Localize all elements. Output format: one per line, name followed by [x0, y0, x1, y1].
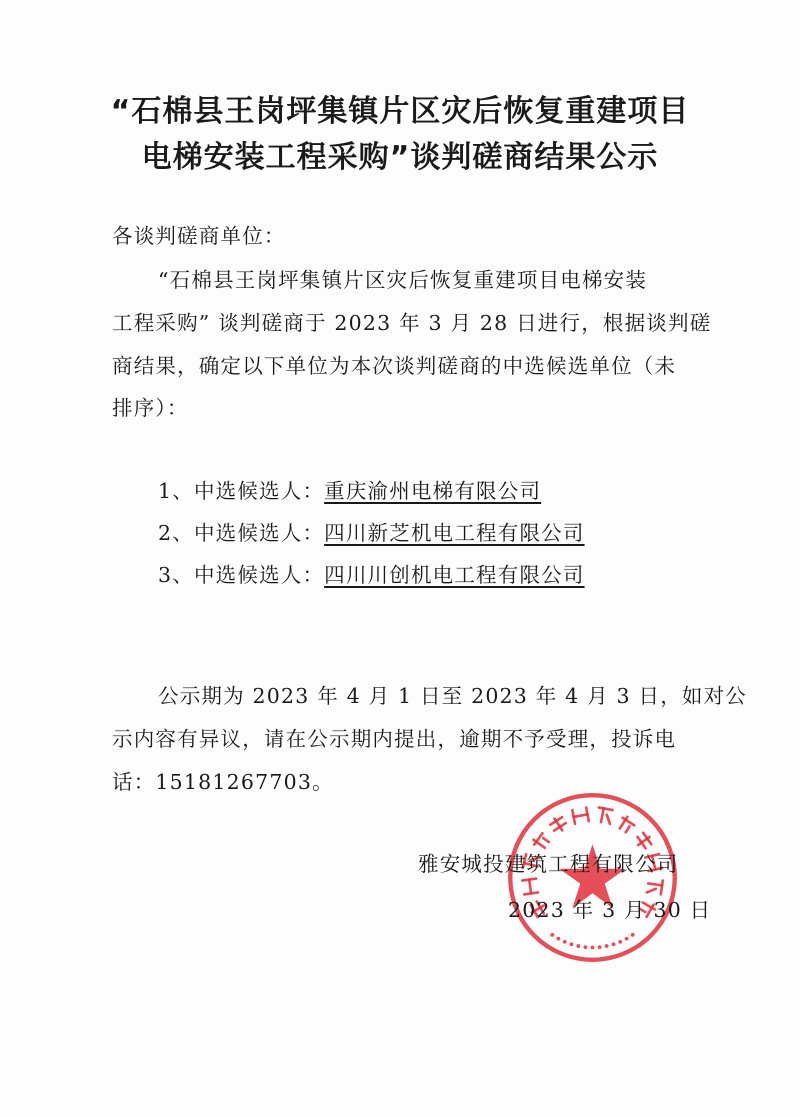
seal-code-mark	[570, 942, 574, 946]
candidate-item	[158, 474, 541, 504]
notice-line: 公示期为 2023 年 4 月 1 日至 2023 年 4 月 3 日，如对公	[158, 684, 748, 708]
seal-glyph-mark	[617, 815, 636, 834]
seal-code-mark	[598, 945, 602, 949]
signature-date: 2023 年 3 月 30 日	[508, 898, 712, 922]
candidate-item	[158, 516, 585, 546]
intro-line: “石棉县王岗坪集镇片区灾后恢复重建项目电梯安装	[158, 268, 648, 292]
intro-line: 工程采购” 谈判磋商于 2023 年 3 月 28 日进行，根据谈判磋	[112, 311, 712, 335]
salutation: 各谈判磋商单位：	[112, 224, 286, 248]
seal-code-mark	[591, 946, 595, 950]
notice-line: 示内容有异议，请在公示期内提出，逾期不予受理，投诉电	[112, 727, 677, 751]
intro-line: 商结果，确定以下单位为本次谈判磋商的中选候选单位（未	[112, 354, 677, 378]
candidate-prefix: 3、中选候选人：	[158, 563, 325, 587]
seal-code-mark	[556, 937, 560, 941]
seal-code-mark	[612, 942, 616, 946]
seal-code-mark	[631, 933, 635, 937]
candidate-name: 重庆渝州电梯有限公司	[324, 479, 542, 503]
seal-glyph-mark	[572, 807, 588, 823]
candidate-name: 四川川创机电工程有限公司	[324, 563, 585, 587]
seal-code-mark	[605, 944, 609, 948]
title-line-2: 电梯安装工程采购”谈判磋商结果公示	[141, 140, 659, 175]
signature-company: 雅安城投建筑工程有限公司	[418, 852, 679, 876]
seal-glyph-mark	[549, 815, 568, 834]
seal-code-mark	[563, 940, 567, 944]
company-seal	[505, 790, 680, 965]
candidate-prefix: 2、中选候选人：	[158, 521, 325, 545]
seal-code-mark	[618, 940, 622, 944]
intro-line: 排序）：	[112, 396, 189, 420]
candidate-name: 四川新芝机电工程有限公司	[324, 521, 585, 545]
seal-code-mark	[550, 933, 554, 937]
seal-code-mark	[576, 944, 580, 948]
seal-glyph-mark	[647, 879, 663, 895]
candidate-item	[158, 558, 585, 588]
seal-code-mark	[583, 945, 587, 949]
candidate-prefix: 1、中选候选人：	[158, 479, 325, 503]
title-line-1: “石棉县王岗坪集镇片区灾后恢复重建项目	[110, 94, 690, 129]
notice-line: 话：15181267703。	[112, 770, 334, 794]
seal-glyph-mark	[596, 807, 612, 823]
seal-code-mark	[625, 937, 629, 941]
seal-glyph-mark	[522, 879, 538, 895]
